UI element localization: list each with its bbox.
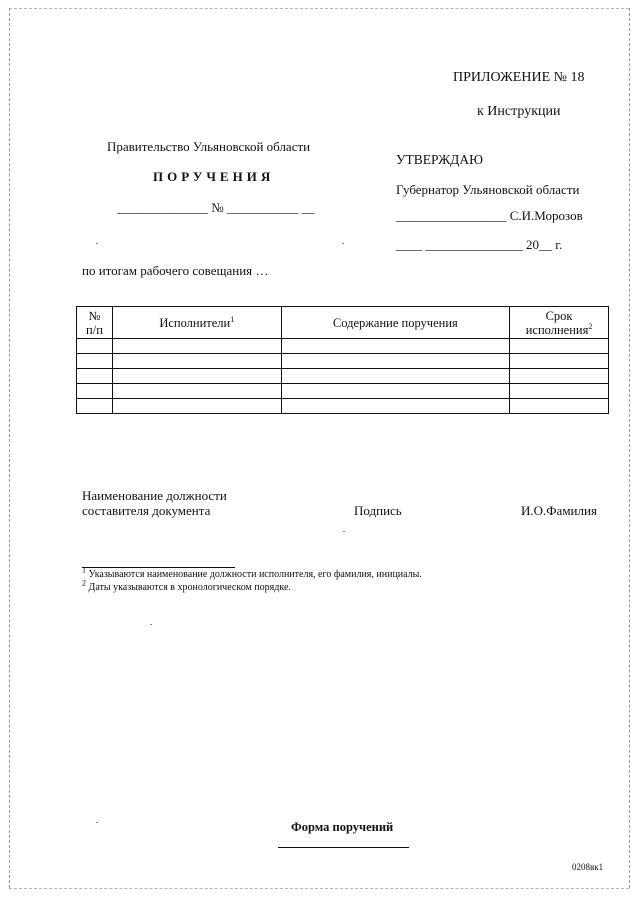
approval-date-line: ____ _______________ 20__ г. <box>396 237 563 252</box>
governor-title: Губернатор Ульяновской области <box>396 182 580 197</box>
header-executors: Исполнители$^1$ <box>112 307 281 339</box>
header-deadline: Срок исполнения$^2$ <box>510 307 609 339</box>
table-header-row <box>77 307 609 339</box>
appendix-label: ПРИЛОЖЕНИЕ № 18 <box>453 70 585 85</box>
table-row <box>77 339 609 354</box>
scan-speck <box>96 822 98 823</box>
table-row <box>77 369 609 384</box>
table-row <box>77 399 609 414</box>
meeting-reference: по итогам рабочего совещания … <box>82 263 269 278</box>
footnote-2: $^2$ Даты указываются в хронологическом порядке. <box>82 578 291 593</box>
table-row <box>77 354 609 369</box>
signature-label: Подпись <box>354 503 402 518</box>
footnote-separator <box>82 567 235 568</box>
full-name-label: И.О.Фамилия <box>521 503 597 518</box>
position-title-line2: составителя документа <box>82 503 211 518</box>
form-title: Форма поручений <box>291 820 394 834</box>
instruction-label: к Инструкции <box>477 104 561 119</box>
scan-speck <box>343 531 345 532</box>
table-row <box>77 384 609 399</box>
governor-signature-line: _________________ С.И.Морозов <box>396 208 583 223</box>
scan-speck <box>96 243 98 244</box>
scan-speck <box>342 243 344 244</box>
approve-label: УТВЕРЖДАЮ <box>396 152 484 167</box>
document-code: 0208вк1 <box>572 862 604 872</box>
document-number-line: ______________ № ___________ __ <box>117 200 315 215</box>
government-name: Правительство Ульяновской области <box>107 139 311 154</box>
footnote-1: $^1$ Указываются наименование должности исполнителя, его фамилия, инициалы. <box>82 565 422 580</box>
scan-edge-left <box>9 8 10 888</box>
position-title-line1: Наименование должности <box>82 488 227 503</box>
form-title-underline <box>278 847 409 848</box>
header-number: № п/п <box>77 307 113 339</box>
document-title: ПОРУЧЕНИЯ <box>153 169 275 184</box>
scan-edge-bottom <box>9 888 629 889</box>
scan-edge-top <box>9 8 629 9</box>
scan-edge-right <box>629 8 630 888</box>
scan-speck <box>150 624 152 625</box>
header-content: Содержание поручения <box>281 307 509 339</box>
orders-table <box>76 306 609 414</box>
